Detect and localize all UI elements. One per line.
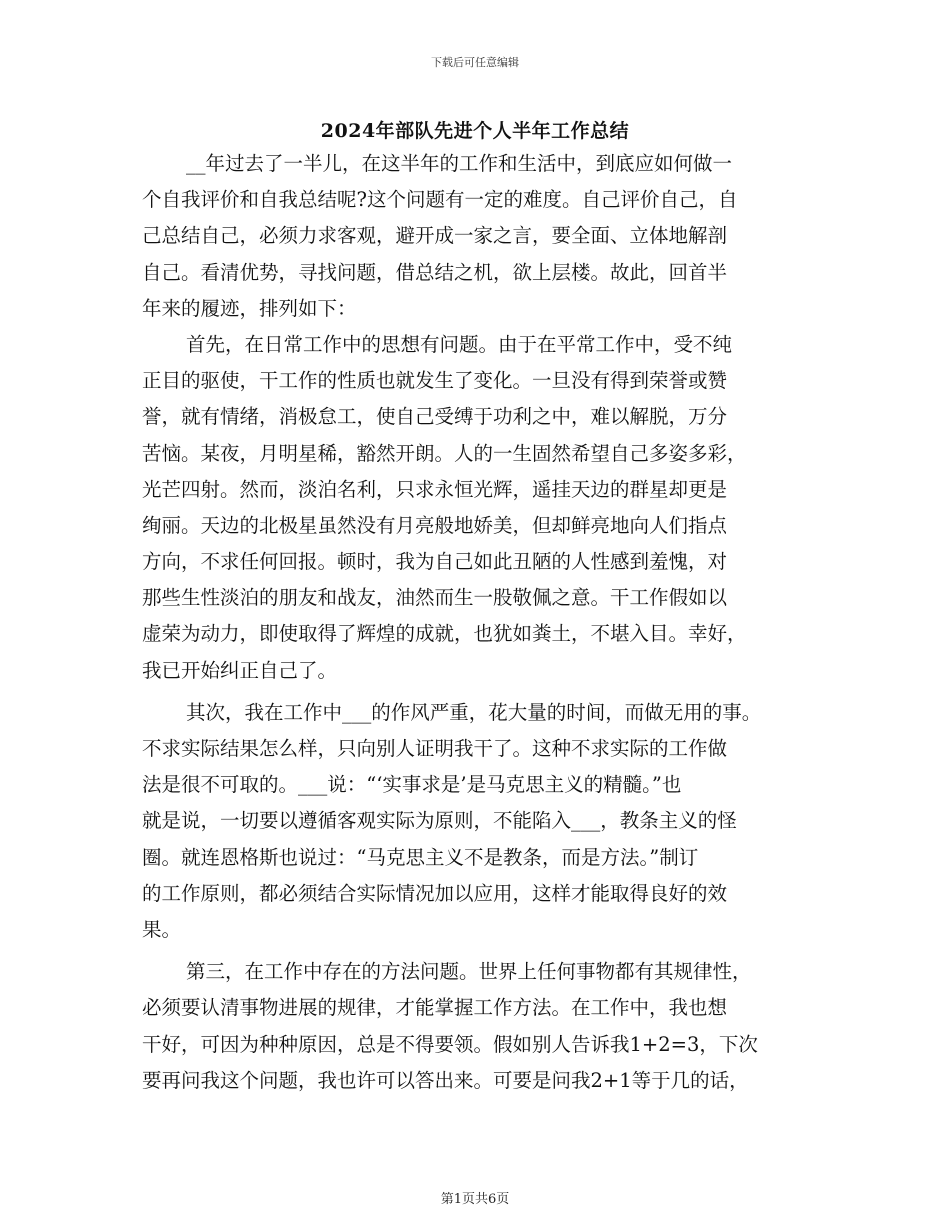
paragraph-line: 誉，就有情绪，消极怠工，使自己受缚于功利之中，难以解脱，万分 (142, 405, 728, 429)
header-note: 下载后可任意编辑 (431, 56, 519, 69)
paragraph-line: 己总结自己，必须力求客观，避开成一家之言，要全面、立体地解剖 (142, 224, 728, 248)
paragraph-line: 不求实际结果怎么样，只向别人证明我干了。这种不求实际的工作做 (142, 737, 728, 760)
paragraph-line: 自己。看清优势，寻找问题，借总结之机，欲上层楼。故此，回首半 (142, 260, 728, 284)
paragraph-line: 虚荣为动力，即使取得了辉煌的成就，也犹如粪土，不堪入目。幸好， (142, 622, 747, 646)
page-number: 第1页共6页 (440, 1192, 510, 1207)
paragraph-line: 首先，在日常工作中的思想有问题。由于在平常工作中，受不纯 (186, 332, 733, 356)
paragraph-line: 绚丽。天边的北极星虽然没有月亮般地娇美，但却鲜亮地向人们指点 (142, 513, 728, 537)
document-body (142, 146, 822, 1099)
paragraph-line: 方向，不求任何回报。顿时，我为自己如此丑陋的人性感到羞愧，对 (142, 550, 728, 574)
paragraph-line: 光芒四射。然而，淡泊名利，只求永恒光辉，遥挂天边的群星却更是 (142, 477, 728, 501)
paragraph-1 (142, 146, 822, 327)
paragraph-line: 个自我评价和自我总结呢?这个问题有一定的难度。自己评价自己，自 (142, 188, 738, 212)
paragraph-4 (142, 954, 822, 1099)
paragraph-line: 其次，我在工作中___的作风严重，花大量的时间，而做无用的事。 (186, 700, 762, 724)
paragraph-line: 那些生性淡泊的朋友和战友，油然而生一股敬佩之意。干工作假如以 (142, 586, 728, 610)
paragraph-line: 正目的驱使，干工作的性质也就发生了变化。一旦没有得到荣誉或赞 (142, 369, 728, 393)
paragraph-line: 我已开始纠正自己了。 (142, 658, 338, 682)
paragraph-line: 苦恼。某夜，月明星稀，豁然开朗。人的一生固然希望自己多姿多彩， (142, 441, 747, 465)
paragraph-line: 法是很不可取的。___说：“‘实事求是’是马克思主义的精髓。”也 (142, 773, 682, 797)
paragraph-line: 第三，在工作中存在的方法问题。世界上任何事物都有其规律性， (186, 960, 752, 984)
paragraph-line: 的工作原则，都必须结合实际情况加以应用，这样才能取得良好的效 (142, 881, 728, 905)
paragraph-3 (142, 695, 822, 948)
paragraph-line: __年过去了一半儿，在这半年的工作和生活中，到底应如何做一 (186, 152, 733, 175)
paragraph-line: 必须要认清事物进展的规律，才能掌握工作方法。在工作中，我也想 (142, 996, 728, 1020)
paragraph-line: 要再问我这个问题，我也许可以答出来。可要是问我2+1等于几的话， (142, 1068, 749, 1092)
paragraph-line: 圈。就连恩格斯也说过：“马克思主义不是教条，而是方法。”制订 (142, 845, 699, 869)
paragraph-line: 果。 (142, 917, 182, 941)
paragraph-2 (142, 327, 822, 689)
paragraph-line: 干好，可因为种种原因，总是不得要领。假如别人告诉我1+2=3，下次 (142, 1032, 758, 1056)
document-title: 2024年部队先进个人半年工作总结 (320, 120, 630, 142)
paragraph-line: 就是说，一切要以遵循客观实际为原则，不能陷入___，教条主义的怪 (142, 809, 737, 833)
paragraph-line: 年来的履迹，排列如下： (142, 296, 357, 320)
